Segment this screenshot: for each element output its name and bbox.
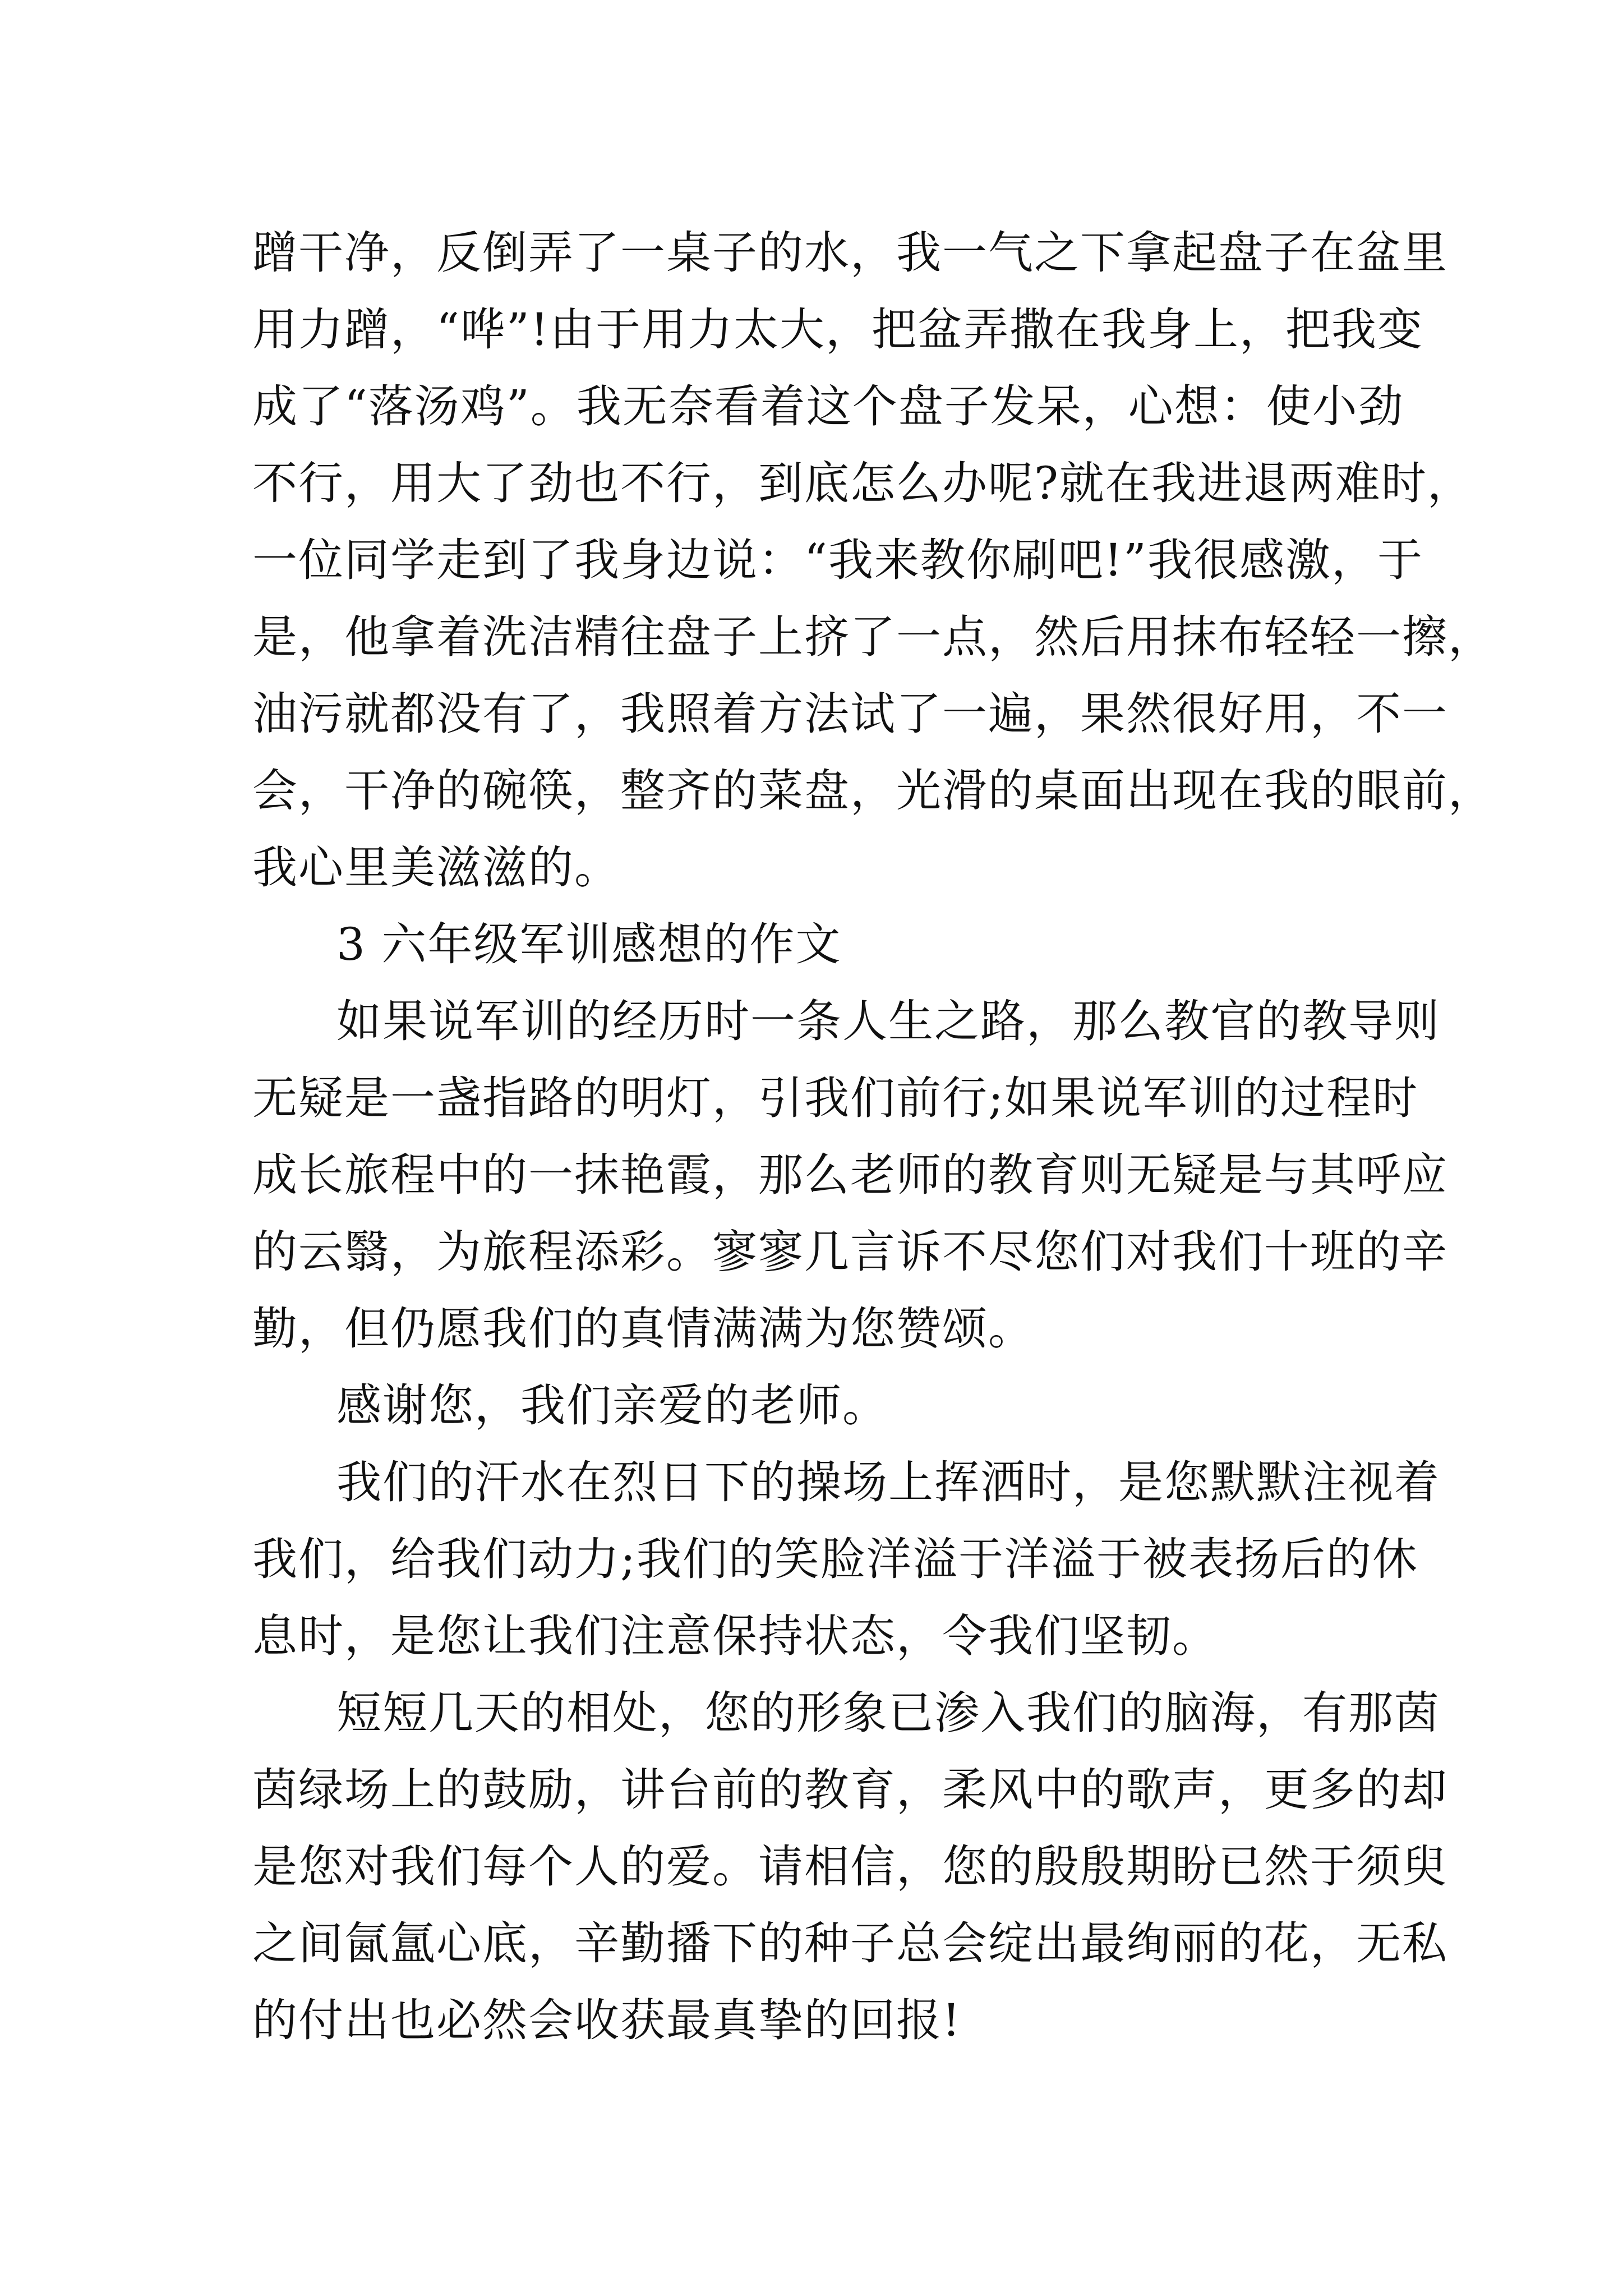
paragraph-first-line: 如果说军训的经历时一条人生之路，那么教官的教导则 <box>336 995 1440 1047</box>
text-line: 我心里美滋滋的。 <box>252 841 620 894</box>
text-line: 不行，用大了劲也不行，到底怎么办呢?就在我进退两难时， <box>252 457 1473 509</box>
text-line: 是您对我们每个人的爱。请相信，您的殷殷期盼已然于须臾 <box>252 1841 1448 1893</box>
text-line: 无疑是一盏指路的明灯，引我们前行;如果说军训的过程时 <box>252 1072 1418 1124</box>
text-line: 的云翳，为旅程添彩。寥寥几言诉不尽您们对我们十班的辛 <box>252 1226 1448 1278</box>
text-line: 茵绿场上的鼓励，讲台前的教育，柔风中的歌声，更多的却 <box>252 1764 1448 1816</box>
text-line: 勤，但仍愿我们的真情满满为您赞颂。 <box>252 1303 1034 1355</box>
text-line: 之间氤氲心底，辛勤播下的种子总会绽出最绚丽的花，无私 <box>252 1917 1448 1970</box>
text-line: 成了“落汤鸡”。我无奈看着这个盘子发呆，心想：使小劲 <box>252 380 1404 432</box>
paragraph-first-line: 感谢您，我们亲爱的老师。 <box>336 1379 888 1432</box>
text-line: 息时，是您让我们注意保持状态，令我们坚韧。 <box>252 1610 1218 1662</box>
text-line: 油污就都没有了，我照着方法试了一遍，果然很好用，不一 <box>252 688 1448 740</box>
document-page <box>252 214 1494 2059</box>
paragraph-first-line: 短短几天的相处，您的形象已渗入我们的脑海，有那茵 <box>336 1687 1440 1739</box>
text-line: 蹭干净，反倒弄了一桌子的水，我一气之下拿起盘子在盆里 <box>252 227 1448 279</box>
text-line: 会，干净的碗筷，整齐的菜盘，光滑的桌面出现在我的眼前， <box>252 765 1494 817</box>
text-line: 一位同学走到了我身边说：“我来教你刷吧!”我很感激，于 <box>252 534 1423 586</box>
text-line: 成长旅程中的一抹艳霞，那么老师的教育则无疑是与其呼应 <box>252 1149 1448 1201</box>
paragraph-first-line: 我们的汗水在烈日下的操场上挥洒时，是您默默注视着 <box>336 1456 1440 1508</box>
text-line: 是，他拿着洗洁精往盘子上挤了一点，然后用抹布轻轻一擦， <box>252 611 1494 663</box>
text-line: 的付出也必然会收获最真挚的回报! <box>252 1994 962 2046</box>
section-heading: 3 六年级军训感想的作文 <box>336 918 842 970</box>
text-line: 用力蹭，“哗”!由于用力太大，把盆弄撒在我身上，把我变 <box>252 303 1423 356</box>
text-line: 我们，给我们动力;我们的笑脸洋溢于洋溢于被表扬后的休 <box>252 1533 1418 1585</box>
